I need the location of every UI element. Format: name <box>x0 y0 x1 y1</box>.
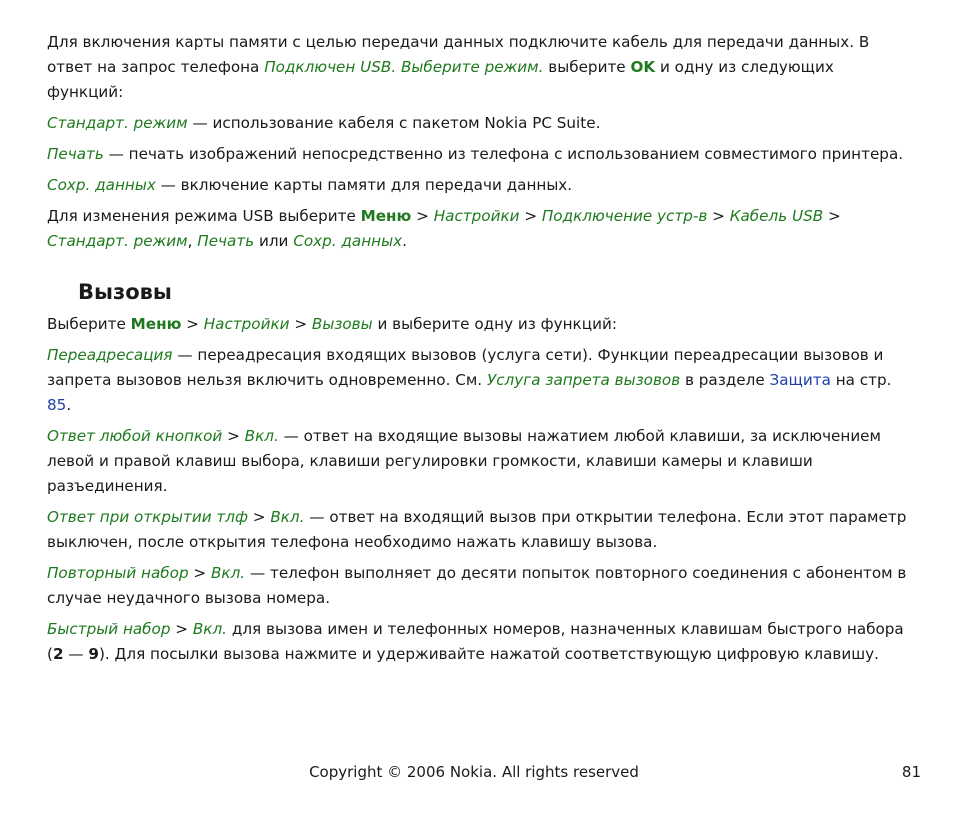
intro-text-3: и одну из следующих функций: <box>47 58 834 101</box>
option-value: Вкл. <box>244 427 279 445</box>
security-section-link[interactable]: Защита <box>769 371 831 389</box>
option-desc: — телефон выполняет до десяти попыток повторного соединения с абонентом в случае неудачного вызова номера. <box>47 564 907 607</box>
sentence-end: . <box>66 396 72 414</box>
path-connectivity: Подключение устр-в <box>541 207 708 225</box>
usb-mode-desc: — использование кабеля с пакетом Nokia PC Suite. <box>187 114 601 132</box>
intro-paragraph <box>47 30 907 105</box>
option-desc: — переадресация входящих вызовов (услуга сети). Функции переадресации вызовов и запрета вызовов нельзя включить одновременно. См. <box>47 346 884 389</box>
option-name: Повторный набор <box>47 564 189 582</box>
calls-intro-text-2: и выберите одну из функций: <box>372 315 617 333</box>
range-dash: — <box>63 645 89 663</box>
intro-prompt: Подключен USB. Выберите режим. <box>264 58 544 76</box>
option-value: Вкл. <box>192 620 228 638</box>
path-standard-mode: Стандарт. режим <box>47 232 188 250</box>
option-name: Ответ любой кнопкой <box>47 427 223 445</box>
path-separator: > <box>247 508 271 526</box>
menu-key: Меню <box>130 315 182 333</box>
intro-text-1: Для включения карты памяти с целью передачи данных подключите кабель для передачи данных. В ответ на запрос телефона <box>47 33 870 76</box>
calls-intro-text: Выберите <box>47 315 131 333</box>
call-barring-ref: Услуга запрета вызовов <box>486 371 681 389</box>
speed-dial-paragraph <box>47 617 907 667</box>
path-settings: Настройки <box>203 315 290 333</box>
calls-intro-paragraph <box>47 312 907 337</box>
path-calls: Вызовы <box>311 315 373 333</box>
path-separator: > <box>823 207 841 225</box>
page-content <box>47 30 907 673</box>
path-print: Печать <box>197 232 255 250</box>
any-key-answer-paragraph <box>47 424 907 499</box>
option-desc: — ответ на входящий вызов при открытии телефона. Если этот параметр выключен, после открытия телефона необходимо нажать клавишу вызова. <box>47 508 907 551</box>
path-separator: , <box>187 232 198 250</box>
intro-text-2: выберите <box>543 58 631 76</box>
usb-mode-print <box>47 142 907 167</box>
usb-mode-standard <box>47 111 907 136</box>
option-name: Быстрый набор <box>47 620 171 638</box>
option-desc: — ответ на входящие вызовы нажатием любой клавиши, за исключением левой и правой клавиш выбора, клавиши регулировки громкости, клавиши камеры и клавиши разъединения. <box>47 427 881 495</box>
usb-mode-desc: — печать изображений непосредственно из телефона с использованием совместимого принтера. <box>103 145 904 163</box>
option-name: Переадресация <box>47 346 173 364</box>
usb-mode-storage <box>47 173 907 198</box>
path-settings: Настройки <box>433 207 520 225</box>
usb-change-paragraph <box>47 204 907 254</box>
option-value: Вкл. <box>270 508 305 526</box>
path-separator: > <box>289 315 312 333</box>
intro-ok-key: OK <box>630 58 656 76</box>
option-value: Вкл. <box>211 564 246 582</box>
path-separator: > <box>222 427 245 445</box>
option-desc: для вызова имен и телефонных номеров, назначенных клавишам быстрого набора ( <box>47 620 904 663</box>
sentence-end: . <box>402 232 407 250</box>
usb-mode-name: Сохр. данных <box>47 176 156 194</box>
option-desc-2: в разделе <box>680 371 770 389</box>
path-data-storage: Сохр. данных <box>293 232 403 250</box>
usb-mode-name: Печать <box>47 145 104 163</box>
path-separator: > <box>411 207 434 225</box>
path-separator: > <box>707 207 730 225</box>
option-desc-2: ). Для посылки вызова нажмите и удерживайте нажатой соответствующую цифровую клавишу. <box>98 645 879 663</box>
path-separator: > <box>170 620 193 638</box>
path-separator: > <box>181 315 204 333</box>
page-number: 81 <box>901 763 921 781</box>
menu-key: Меню <box>360 207 412 225</box>
key-2: 2 <box>52 645 64 663</box>
option-desc-3: на стр. <box>830 371 892 389</box>
usb-mode-desc: — включение карты памяти для передачи данных. <box>155 176 573 194</box>
usb-change-text: Для изменения режима USB выберите <box>47 207 361 225</box>
fold-open-answer-paragraph <box>47 505 907 555</box>
path-separator: или <box>254 232 294 250</box>
option-name: Ответ при открытии тлф <box>47 508 248 526</box>
path-separator: > <box>188 564 211 582</box>
path-usb-cable: Кабель USB <box>729 207 824 225</box>
path-separator: > <box>519 207 542 225</box>
copyright-text: Copyright © 2006 Nokia. All rights reserved <box>309 763 639 781</box>
forwarding-paragraph <box>47 343 907 418</box>
section-heading: Вызовы <box>78 280 172 304</box>
usb-mode-name: Стандарт. режим <box>47 114 188 132</box>
page-85-link[interactable]: 85 <box>47 396 67 414</box>
redial-paragraph <box>47 561 907 611</box>
key-9: 9 <box>88 645 99 663</box>
